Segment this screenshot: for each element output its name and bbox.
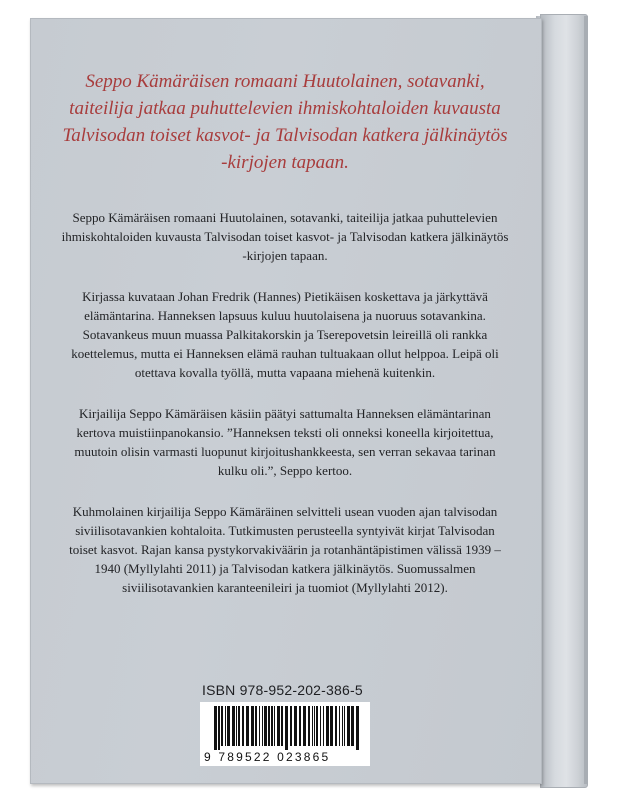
barcode-bar [312, 706, 313, 746]
barcode-bar [268, 706, 270, 746]
barcode-bar [214, 706, 217, 750]
blurb-paragraph-4: Kuhmolainen kirjailija Seppo Kämäräinen selvitteli usean vuoden ajan talvisodan siviilisotavankien kohtaloita. Tutkimusten perusteella syntyivät kirjat Talvisodan toiset kasvot. Rajan kansa pystykorvakiväärin ja rotanhäntäpistimen välissä 1939 – 1940 (Myllylahti 2011) ja Talvisodan katkera jälkinäytös. Suomussalmen siviilisotavankien karanteenileiri ja tuomiot (Myllylahti 2012). [69, 504, 501, 595]
barcode-bar [342, 706, 343, 746]
barcode-bar [285, 706, 288, 750]
barcode-bar [218, 706, 220, 750]
barcode-bar [225, 706, 226, 746]
barcode-bar [264, 706, 267, 746]
barcode-bar [274, 706, 275, 746]
barcode-bar [323, 706, 324, 746]
barcode-bar [316, 706, 318, 746]
barcode-bar [347, 706, 350, 746]
spine-edge [584, 16, 588, 784]
barcode-bar [277, 706, 280, 746]
barcode-bar [314, 706, 315, 746]
barcode-bar [356, 706, 359, 750]
barcode-bar [262, 706, 263, 746]
barcode-bar [339, 706, 340, 746]
barcode-bar [299, 706, 301, 746]
barcode-bar [303, 706, 306, 746]
barcode-bar [326, 706, 329, 746]
barcode-bar [308, 706, 310, 746]
barcode-bar [251, 706, 254, 746]
barcode-bar [320, 706, 321, 746]
barcode-bar [227, 706, 230, 746]
barcode-bar [221, 706, 223, 746]
barcode [200, 702, 370, 766]
barcode-bars [200, 702, 370, 750]
barcode-bar [232, 706, 235, 746]
barcode-bar [335, 706, 337, 746]
blurb-paragraph-1: Seppo Kämäräisen romaani Huutolainen, sotavanki, taiteilija jatkaa puhuttelevien ihmiskohtaloiden kuvausta Talvisodan toiset kasvot- ja Talvisodan katkera jälkinäytös -kirjojen tapaan. [61, 210, 509, 263]
barcode-bar [290, 706, 292, 746]
barcode-digits: 9 789522 023865 [204, 750, 331, 764]
barcode-bar [238, 706, 240, 746]
barcode-bar [255, 706, 257, 746]
barcode-bar [281, 706, 283, 746]
book-spine [540, 14, 588, 788]
blurb-body [60, 208, 510, 619]
barcode-bar [259, 706, 260, 746]
barcode-bar [294, 706, 297, 746]
blurb-paragraph-2: Kirjassa kuvataan Johan Fredrik (Hannes) Pietikäisen koskettava ja järkyttävä elämäntarina. Hanneksen lapsuus kuluu huutolaisena ja nuoruus sotavankina. Sotavankeus muun muassa Palkitakorskin ja Tserepovetsin leireillä oli rankka koettelemus, mutta ei Hanneksen elämä rauhan tultuakaan ollut helppoa. Leipä oli otettava kovalla työllä, mutta vapaana miehenä kuitenkin. [71, 289, 499, 380]
barcode-bar [242, 706, 244, 746]
blurb-paragraph-3: Kirjailija Seppo Kämäräisen käsiin päätyi sattumalta Hanneksen elämäntarinan kertova muistiinpanokansio. ”Hanneksen teksti oli onneksi koneella kirjoitettua, muutoin olisin varmasti luopunut kirjoitushankkeesta, sen verran sekavaa tarinan kulku oli.”, Seppo kertoo. [74, 406, 496, 478]
barcode-bar [271, 706, 273, 746]
barcode-bar [236, 706, 237, 746]
barcode-bar [344, 706, 345, 746]
barcode-bar [246, 706, 249, 746]
barcode-bar [330, 706, 333, 746]
isbn-label: ISBN 978-952-202-386-5 [202, 682, 363, 698]
barcode-bar [351, 706, 354, 746]
lead-paragraph: Seppo Kämäräisen romaani Huutolainen, sotavanki, taiteilija jatkaa puhuttelevien ihmiskohtaloiden kuvausta Talvisodan toiset kasvot- ja Talvisodan katkera jälkinäytös -kirjojen tapaan. [62, 71, 508, 173]
